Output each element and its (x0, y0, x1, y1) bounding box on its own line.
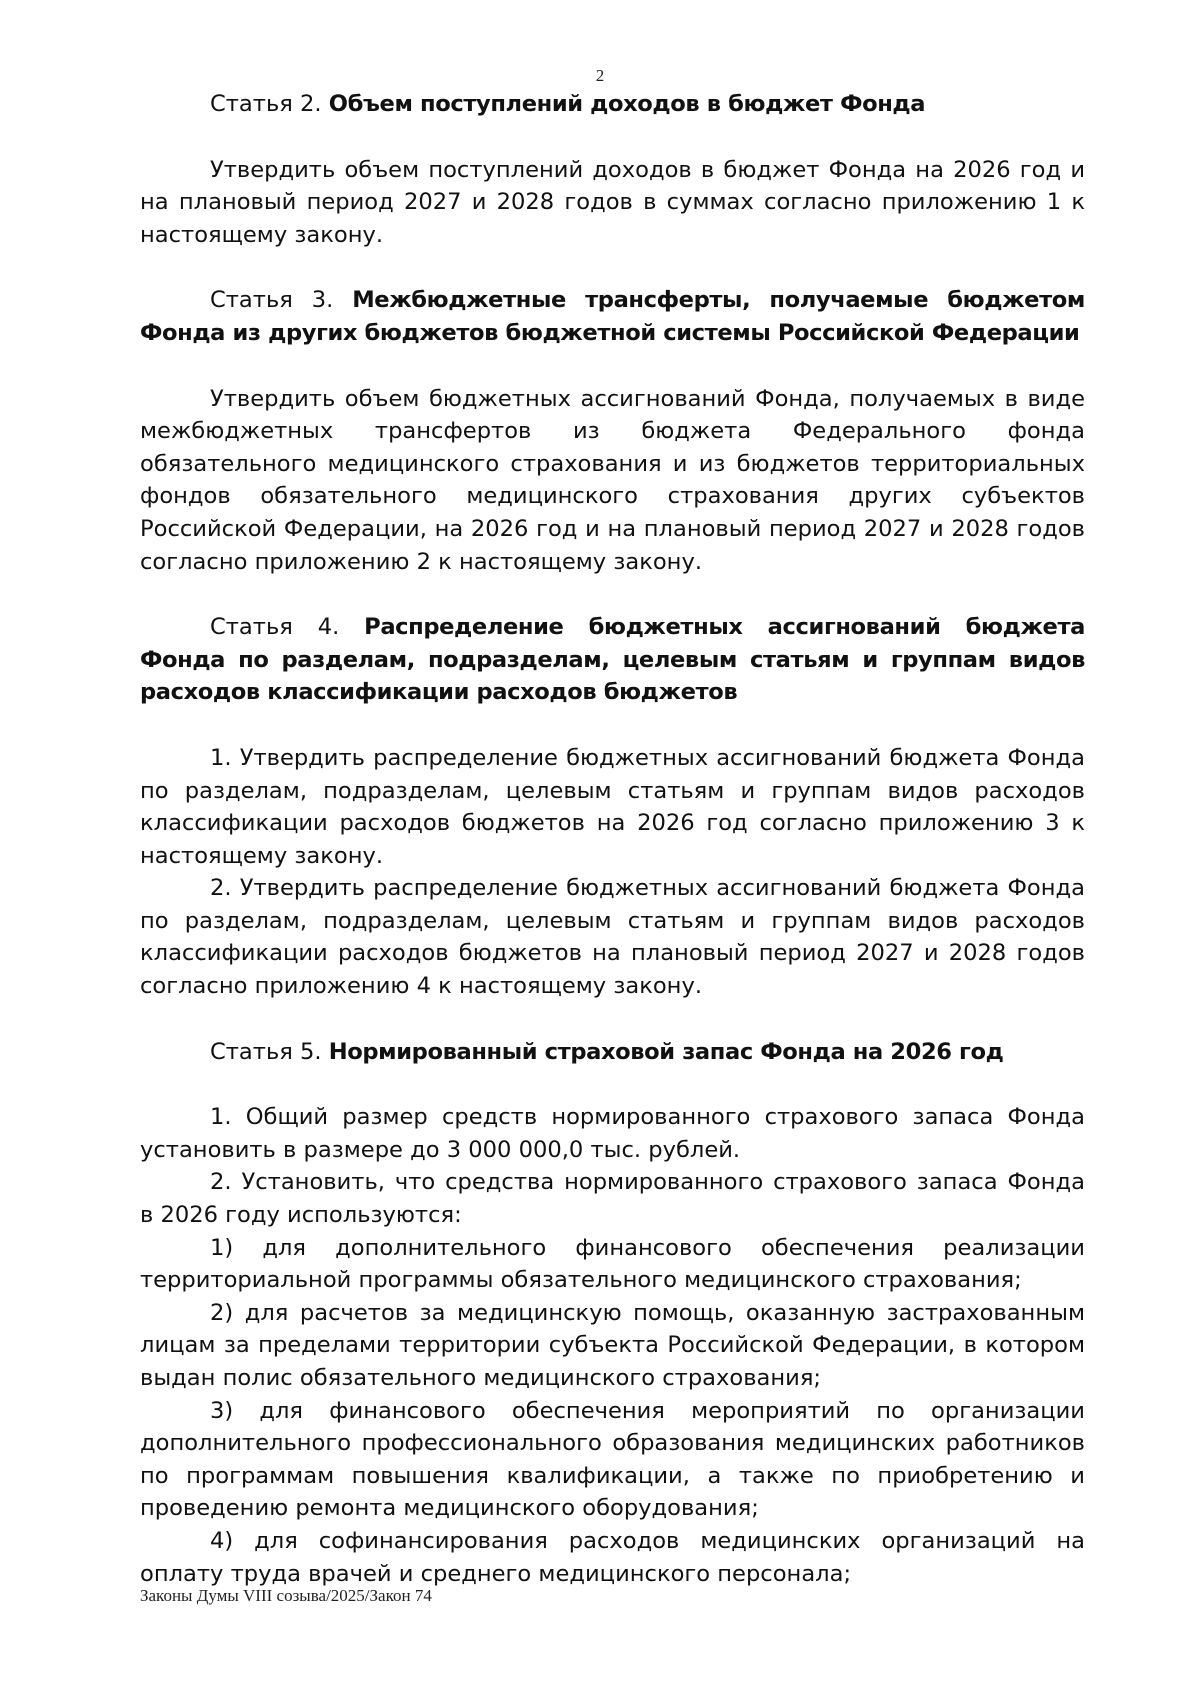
article-title: Распределение бюджетных ассигнований бюджета Фонда по разделам, подразделам, целевым статьям и группам видов расходов классификации расходов бюджетов (140, 614, 1085, 706)
article-2-heading (140, 88, 1085, 121)
article-2-paragraph: Утвердить объем поступлений доходов в бюджет Фонда на 2026 год и на плановый период 2027 и 2028 годов в суммах согласно приложению 1 к настоящему закону. (140, 156, 1085, 248)
page-number: 2 (595, 66, 605, 85)
article-number: Статья 2. (210, 91, 322, 117)
article-4-paragraph-2: 2. Утвердить распределение бюджетных ассигнований бюджета Фонда по разделам, подразделам, целевым статьям и группам видов расходов классификации расходов бюджетов на плановый период 2027 и 2028 годов согласно приложению 4 к настоящему закону. (140, 875, 1085, 1000)
article-5-paragraph-1: 1. Общий размер средств нормированного страхового запаса Фонда установить в размере до 3 000 000,0 тыс. рублей. (140, 1104, 1085, 1163)
article-number: Статья 4. (210, 614, 340, 641)
article-5-item-4: 4) для софинансирования расходов медицинских организаций на оплату труда врачей и среднего медицинского персонала; (140, 1527, 1085, 1587)
article-5-paragraph-2: 2. Установить, что средства нормированного страхового запаса Фонда в 2026 году используются: (140, 1169, 1085, 1229)
article-5-item-2: 2) для расчетов за медицинскую помощь, оказанную застрахованным лицам за пределами территории субъекта Российской Федерации, в котором выдан полис обязательного медицинского страхования; (140, 1299, 1085, 1391)
article-3-heading (140, 284, 1085, 349)
document-body (140, 88, 1085, 1590)
article-title: Межбюджетные трансферты, получаемые бюджетом Фонда из других бюджетов бюджетной системы Российской Федерации (140, 287, 1085, 346)
article-3-paragraph: Утвердить объем бюджетных ассигнований Фонда, получаемых в виде межбюджетных трансфертов из бюджета Федерального фонда обязательного медицинского страхования и из бюджетов территориальных фондов обязательного медицинского страхования других субъектов Российской Федерации, на 2026 год и на плановый период 2027 и 2028 годов согласно приложению 2 к настоящему закону. (140, 385, 1085, 575)
article-4-heading (140, 611, 1085, 709)
article-title: Нормированный страховой запас Фонда на 2026 год (328, 1038, 1004, 1065)
article-number: Статья 5. (210, 1038, 322, 1065)
article-title: Объем поступлений доходов в бюджет Фонда (328, 91, 926, 117)
article-5-item-3: 3) для финансового обеспечения мероприятий по организации дополнительного профессионального образования медицинских работников по программам повышения квалификации, а также по приобретению и проведению ремонта медицинского оборудования; (140, 1397, 1085, 1522)
article-5-item-1: 1) для дополнительного финансового обеспечения реализации территориальной программы обязательного медицинского страхования; (140, 1234, 1085, 1294)
article-5-heading (140, 1036, 1085, 1069)
article-4-paragraph-1: 1. Утвердить распределение бюджетных ассигнований бюджета Фонда по разделам, подразделам, целевым статьям и группам видов расходов классификации расходов бюджетов на 2026 год согласно приложению 3 к настоящему закону. (140, 744, 1085, 869)
footer-document-ref: Законы Думы VIII созыва/2025/Закон 74 (140, 1586, 432, 1605)
article-number: Статья 3. (210, 287, 334, 314)
